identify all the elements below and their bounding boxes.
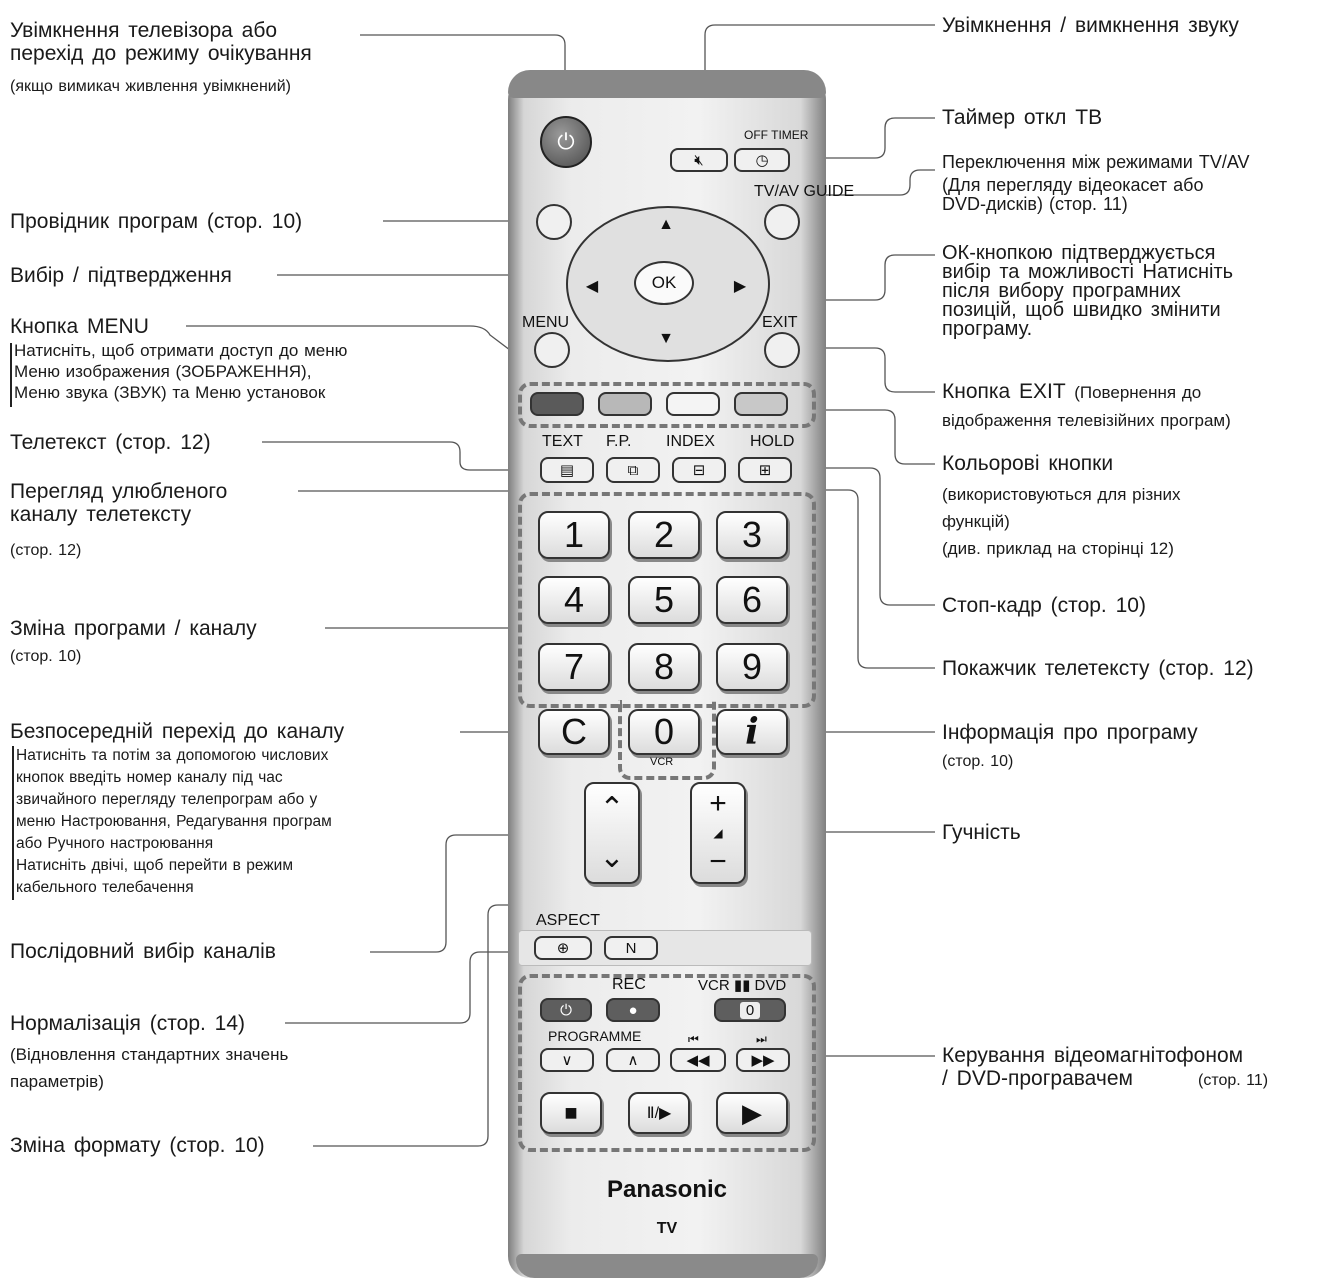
skip-back-icon: ⏮ (688, 1032, 699, 1046)
volume-rocker[interactable] (690, 782, 746, 884)
direct-bracket (12, 746, 14, 900)
power-button[interactable] (540, 116, 592, 168)
change-programme-page: (стор. 10) (10, 648, 82, 665)
info-page: (стор. 10) (942, 753, 1014, 770)
format-label: Зміна формату (стор. 10) (10, 1134, 265, 1157)
digit-8-button[interactable]: 8 (628, 643, 700, 691)
ok-button-label: OK (651, 273, 677, 292)
tvav-button[interactable] (764, 204, 800, 240)
stop-icon: ■ (564, 1100, 578, 1125)
select-label: Вибір / підтвердження (10, 264, 232, 287)
vcr-dvd-switch[interactable] (714, 998, 786, 1022)
stop-button[interactable] (540, 1092, 602, 1134)
fast-forward-icon: ▶▶ (751, 1051, 775, 1069)
digit-5-button[interactable]: 5 (628, 576, 700, 624)
change-programme-label: Зміна програми / каналу (10, 617, 257, 640)
chevron-up-icon: ⌃ (599, 792, 625, 825)
power-icon: ⏻ (557, 129, 575, 154)
left-arrow-button[interactable] (574, 268, 610, 304)
exit-description: відображення телевізійних програм) (942, 411, 1231, 430)
rec-tag: REC (612, 976, 646, 993)
menu-tag: MENU (522, 314, 570, 331)
off-timer-label: Таймер откл ТВ (942, 106, 1103, 129)
index-button[interactable] (672, 457, 726, 483)
info-button[interactable]: i (716, 709, 788, 755)
timer-icon: ◷ (755, 151, 769, 169)
fp-tag: F.P. (606, 433, 632, 450)
sequential-label: Послідовний вибір каналів (10, 940, 276, 963)
c-button[interactable]: C (538, 709, 610, 755)
tvav-guide-tag: TV/AV GUIDE (754, 183, 855, 200)
color-keys-description: (використовуються для різних функцій) (див. приклад на сторінці 12) (942, 485, 1181, 558)
hold-button[interactable] (738, 457, 792, 483)
speaker-mute-icon: 🔇︎ (694, 151, 704, 169)
volume-label: Гучність (942, 821, 1021, 844)
pause-icon: Ⅱ/▶ (646, 1105, 672, 1122)
plus-icon: + (709, 786, 727, 820)
mute-button[interactable] (670, 148, 728, 172)
vcr-dvd-page: (стор. 11) (1198, 1072, 1269, 1089)
text-button[interactable] (540, 457, 594, 483)
rewind-icon: ◀◀ (686, 1051, 710, 1069)
aspect-tag: ASPECT (536, 912, 601, 929)
teletext-label: Телетекст (стор. 12) (10, 431, 211, 454)
record-icon: ● (628, 1001, 638, 1019)
play-icon: ▶ (742, 1097, 762, 1128)
arrow-right-icon: ▶ (733, 278, 747, 295)
favourite-page-icon: ⧉ (627, 461, 639, 479)
exit-tag: EXIT (762, 314, 798, 331)
blue-color-key[interactable] (734, 392, 788, 416)
digit-3-button[interactable]: 3 (716, 511, 788, 559)
digit-7-button[interactable]: 7 (538, 643, 610, 691)
remote-bottom-cap (516, 1254, 818, 1278)
fast-forward-button[interactable] (736, 1048, 790, 1072)
digit-2-button[interactable]: 2 (628, 511, 700, 559)
guide-label: Провідник програм (стор. 10) (10, 210, 303, 233)
power-note: (якщо вимикач живлення увімкнений) (10, 78, 291, 95)
n-button[interactable]: N (604, 936, 658, 960)
color-keys-label: Кольорові кнопки (942, 452, 1114, 475)
play-button[interactable] (716, 1092, 788, 1134)
menu-description: Натисніть, щоб отримати доступ до меню Меню изображения (ЗОБРАЖЕННЯ), Меню звука (ЗВУК) та Меню установок (14, 341, 348, 402)
power-icon: ⏻ (560, 1001, 572, 1019)
mute-label: Увімкнення / вимкнення звуку (942, 14, 1239, 37)
rewind-button[interactable] (670, 1048, 726, 1072)
exit-desc: (Повернення до (1074, 383, 1202, 402)
programme-rocker[interactable] (584, 782, 640, 884)
ok-label: ОК-кнопкою підтверджується вибір та можливості Натисніть після вибору програмних позицій, щоб швидко змінити програму. (942, 244, 1234, 339)
arrow-down-icon: ▼ (658, 330, 674, 347)
red-color-key[interactable] (530, 392, 584, 416)
direct-channel-label: Безпосередній перехід до каналу (10, 720, 345, 743)
vcr-tag: VCR (650, 756, 674, 768)
menu-bracket (10, 343, 12, 407)
aspect-icon: ⊕ (556, 939, 570, 957)
remote-control (508, 70, 855, 1278)
fp-button[interactable] (606, 457, 660, 483)
digit-4-button[interactable]: 4 (538, 576, 610, 624)
guide-button[interactable] (536, 204, 572, 240)
digit-6-button[interactable]: 6 (716, 576, 788, 624)
chevron-down-icon: ∨ (561, 1051, 573, 1069)
tvav-label: Переключення між режимами TV/AV (942, 152, 1250, 172)
normalize-description: (Відновлення стандартних значень параметрів) (10, 1045, 289, 1091)
direct-description: Натисніть та потім за допомогою числових кнопок введіть номер каналу під час звичайного перегляду телепрограм або у меню Настроювання, Редагування програм або Ручного настроювання Натисніть двічі, щоб перейти в режим кабельного телебачення (16, 747, 332, 896)
index-label: Покажчик телетексту (стор. 12) (942, 657, 1254, 680)
arrow-up-icon: ▲ (658, 216, 674, 233)
down-arrow-button[interactable] (646, 324, 686, 354)
digit-9-button[interactable]: 9 (716, 643, 788, 691)
exit-title: Кнопка EXIT (942, 380, 1066, 403)
remote-top-cap (508, 70, 826, 98)
programme-up-button[interactable] (606, 1048, 660, 1072)
fav-teletext-label: Перегляд улюбленого каналу телетексту (10, 480, 228, 526)
tv-label: TV (656, 1220, 678, 1237)
up-arrow-button[interactable] (646, 210, 686, 240)
hold-icon: ⊞ (758, 461, 772, 479)
power-label: Увімкнення телевізора або перехід до режиму очікування (10, 19, 312, 65)
exit-label (942, 380, 1201, 403)
off-timer-tag: OFF TIMER (744, 128, 809, 142)
minus-icon: − (709, 845, 727, 879)
menu-button[interactable] (534, 332, 570, 368)
digit-1-button[interactable]: 1 (538, 511, 610, 559)
freeze-label: Стоп-кадр (стор. 10) (942, 594, 1146, 617)
programme-tag: PROGRAMME (548, 1028, 642, 1044)
info-label: Інформація про програму (942, 721, 1198, 744)
index-tag: INDEX (666, 433, 715, 450)
aspect-button[interactable] (534, 936, 592, 960)
fav-teletext-page: (стор. 12) (10, 542, 82, 559)
pause-play-button[interactable] (628, 1092, 690, 1134)
ok-button[interactable] (634, 261, 694, 305)
text-tag: TEXT (542, 433, 583, 450)
yellow-color-key[interactable] (666, 392, 720, 416)
programme-down-button[interactable] (540, 1048, 594, 1072)
vcr-power-button[interactable] (540, 998, 592, 1022)
switch-icon: 0 (740, 1002, 760, 1019)
skip-forward-icon: ⏭ (756, 1032, 767, 1046)
chevron-up-icon: ∧ (627, 1051, 639, 1069)
chevron-down-icon: ⌄ (599, 841, 625, 874)
volume-level-icon: ◢ (713, 825, 723, 840)
vcr-dvd-tag: VCR ▮▮ DVD (698, 977, 787, 994)
arrow-left-icon: ◀ (585, 278, 599, 295)
green-color-key[interactable] (598, 392, 652, 416)
normalize-label: Нормалізація (стор. 14) (10, 1012, 246, 1035)
hold-tag: HOLD (750, 433, 795, 450)
right-arrow-button[interactable] (722, 268, 758, 304)
off-timer-button[interactable] (734, 148, 790, 172)
teletext-icon: ▤ (559, 461, 575, 479)
index-icon: ⊟ (692, 461, 706, 479)
tvav-description: (Для перегляду відеокасет або DVD-дисків) (стор. 11) (942, 175, 1204, 214)
exit-button[interactable] (764, 332, 800, 368)
rec-button[interactable] (606, 998, 660, 1022)
brand-logo: Panasonic (606, 1176, 728, 1203)
vcr-dvd-label: Керування відеомагнітофоном / DVD-програвачем (942, 1044, 1244, 1090)
digit-0-button[interactable]: 0 (628, 709, 700, 755)
menu-label: Кнопка MENU (10, 315, 149, 338)
